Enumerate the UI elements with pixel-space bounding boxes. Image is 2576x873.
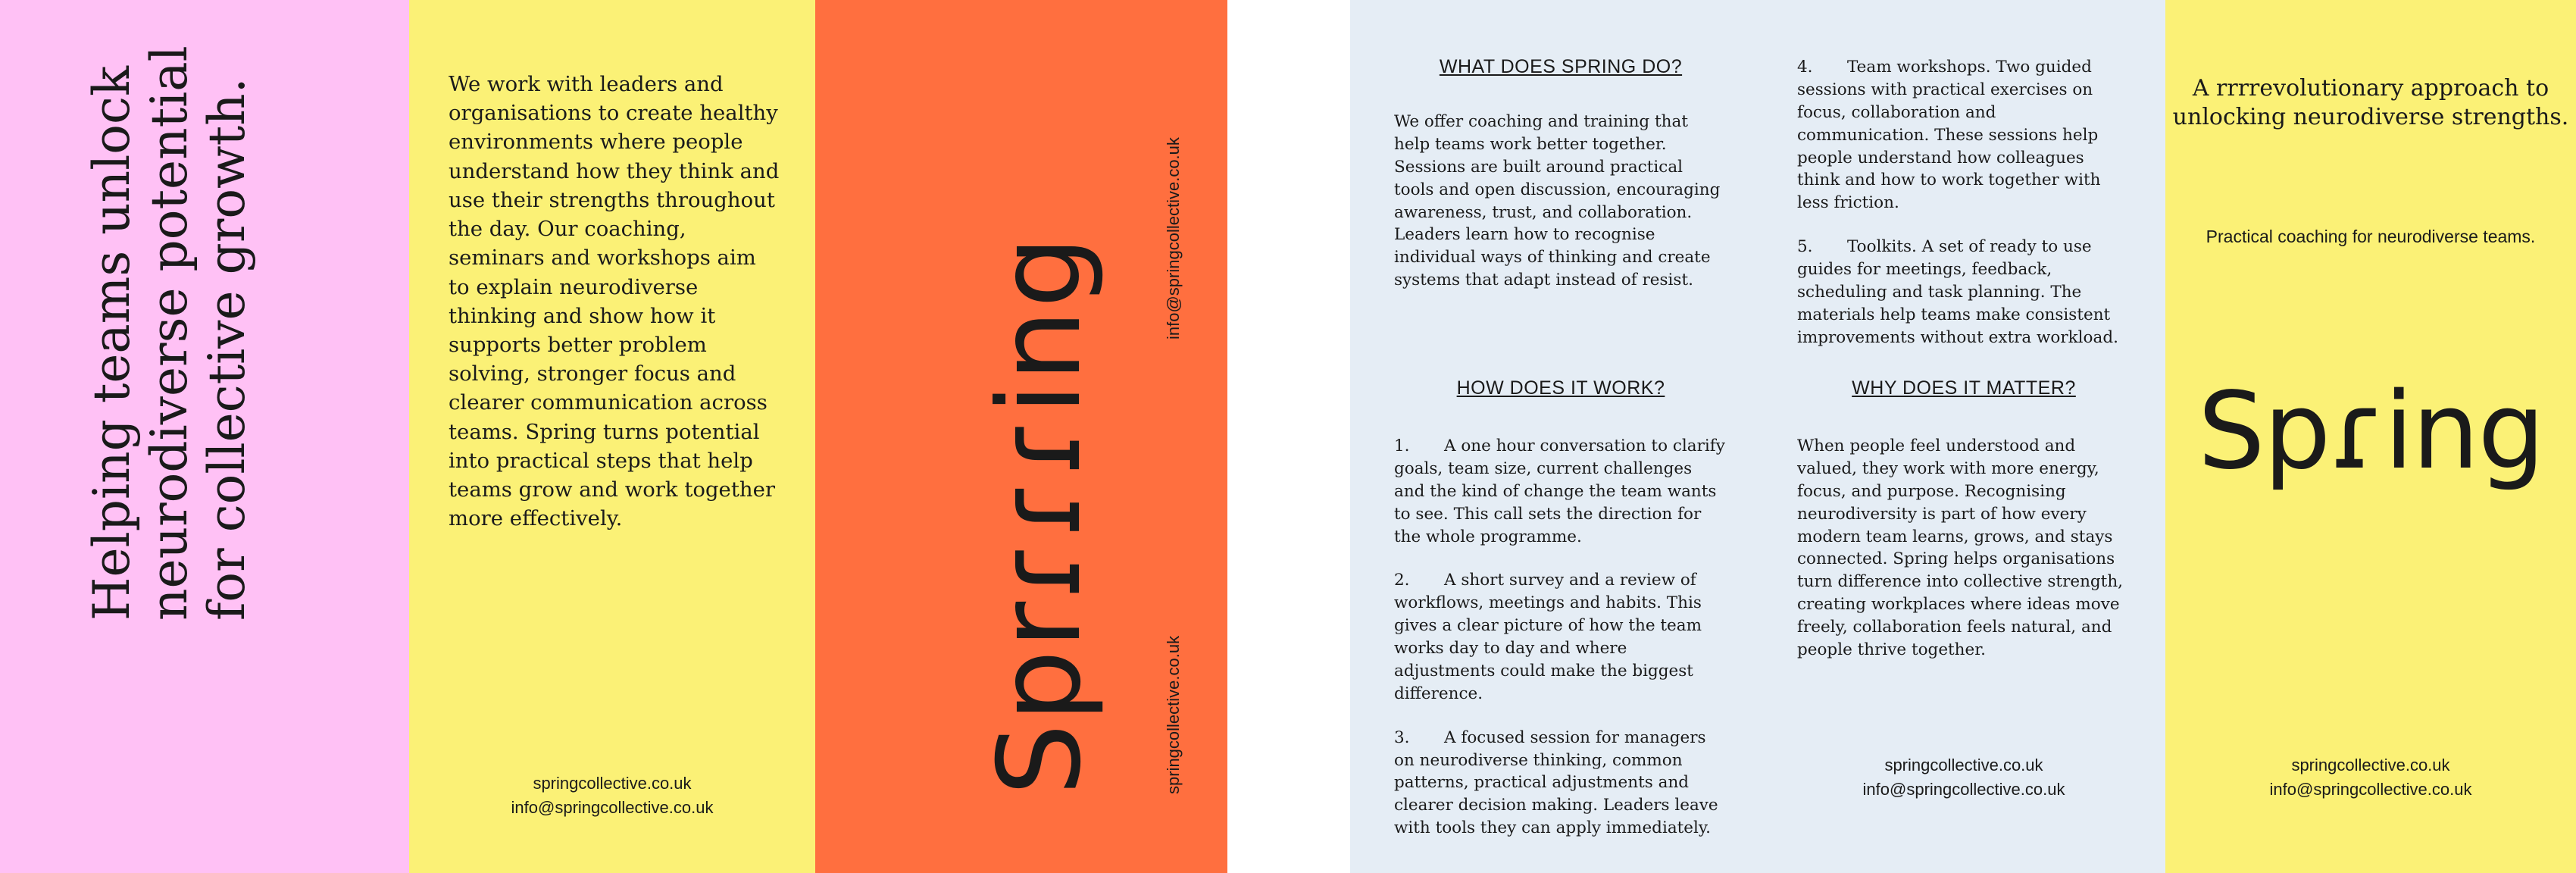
step-number: 4.: [1797, 58, 1813, 77]
panel-yellow-front: [2165, 0, 2576, 873]
step-number: 2.: [1394, 571, 1410, 590]
panel-yellow-intro: [409, 0, 815, 873]
subtitle: Practical coaching for neurodiverse teams.: [2206, 227, 2536, 246]
intro-body: We work with leaders and organisations to create healthy environments where people understand how they think and use their strengths throughout the day. Our coaching, seminars and workshops aim to explain neurodiverse thinking and show how it supports better problem solving, stronger focus and clearer communication across teams. Spring turns potential into practical steps that help teams grow and work together more effectively.: [449, 72, 780, 531]
vertical-website[interactable]: springcollective.co.uk: [1164, 635, 1183, 794]
website-link[interactable]: springcollective.co.uk: [533, 774, 692, 793]
step-item: [1394, 727, 1727, 840]
step-text: A focused session for managers on neurodiverse thinking, common patterns, practical adjustments and clearer decision making. Leaders leave with tools they can apply immediately.: [1394, 728, 1718, 838]
headline-line-3: for collective growth.: [197, 77, 256, 621]
spring-wordmark-vertical: Sprɾɾɾing: [974, 234, 1106, 796]
how-steps-list: [1394, 435, 1727, 861]
website-link[interactable]: springcollective.co.uk: [2291, 756, 2450, 774]
tagline: A rrrrevolutionary approach to unlocking neurodiverse strengths.: [2172, 75, 2569, 130]
step-item: [1797, 236, 2131, 349]
email-link[interactable]: info@springcollective.co.uk: [2269, 779, 2472, 799]
website-link[interactable]: springcollective.co.uk: [1884, 756, 2043, 774]
step-number: 1.: [1394, 436, 1410, 455]
step-item: [1797, 56, 2131, 214]
step-number: 5.: [1797, 237, 1813, 257]
step-text: A short survey and a review of workflows, meetings and habits. This gives a clear picture of how the team works day to day and where adjustments could make the biggest difference.: [1394, 571, 1702, 703]
why-heading: WHY DOES IT MATTER?: [1852, 377, 2076, 399]
step-text: A one hour conversation to clarify goals, team size, current challenges and the kind of change the team wants to see. This call sets the direction for the whole programme.: [1394, 436, 1725, 546]
step-text: Toolkits. A set of ready to use guides for meetings, feedback, scheduling and task planning. The materials help teams make consistent improvements without extra workload.: [1797, 237, 2118, 347]
panel-info-spread: [1350, 0, 2165, 873]
step-item: [1394, 569, 1727, 705]
front-contact: [2165, 753, 2576, 802]
step-item: [1394, 435, 1727, 548]
headline-line-2: neurodiverse potential: [139, 45, 199, 621]
email-link[interactable]: info@springcollective.co.uk: [511, 797, 714, 817]
vertical-email[interactable]: info@springcollective.co.uk: [1164, 137, 1183, 340]
what-body: We offer coaching and training that help teams work better together. Sessions are built around practical tools and open discussion, encouraging awareness, trust, and collaboration. Leaders learn how to recognise individual ways of thinking and create systems that adapt instead of resist.: [1394, 112, 1721, 290]
panel-pink-cover: [0, 0, 409, 873]
panel-orange-spine: [815, 0, 1227, 873]
why-body: When people feel understood and valued, they work with more energy, focus, and purpose. Recognising neurodiversity is part of how every modern team learns, grows, and stays connected. Spring helps organisations turn difference into collective strength, creating workplaces where ideas move freely, collaboration feels natural, and people thrive together.: [1797, 436, 2123, 659]
steps-continued: [1797, 56, 2131, 371]
step-number: 3.: [1394, 728, 1410, 747]
headline-line-1: Helping teams unlock: [83, 66, 141, 621]
intro-contact: [409, 771, 815, 820]
email-link[interactable]: info@springcollective.co.uk: [1862, 779, 2065, 799]
info-contact: [1797, 753, 2131, 802]
what-heading: WHAT DOES SPRING DO?: [1439, 56, 1683, 77]
spring-logo: Spɾing: [2197, 370, 2544, 493]
step-text: Team workshops. Two guided sessions with practical exercises on focus, collaboration and communication. These sessions help people understand how colleagues think and how to work together with less friction.: [1797, 58, 2101, 213]
vertical-headline: [83, 0, 256, 621]
how-heading: HOW DOES IT WORK?: [1456, 377, 1665, 399]
